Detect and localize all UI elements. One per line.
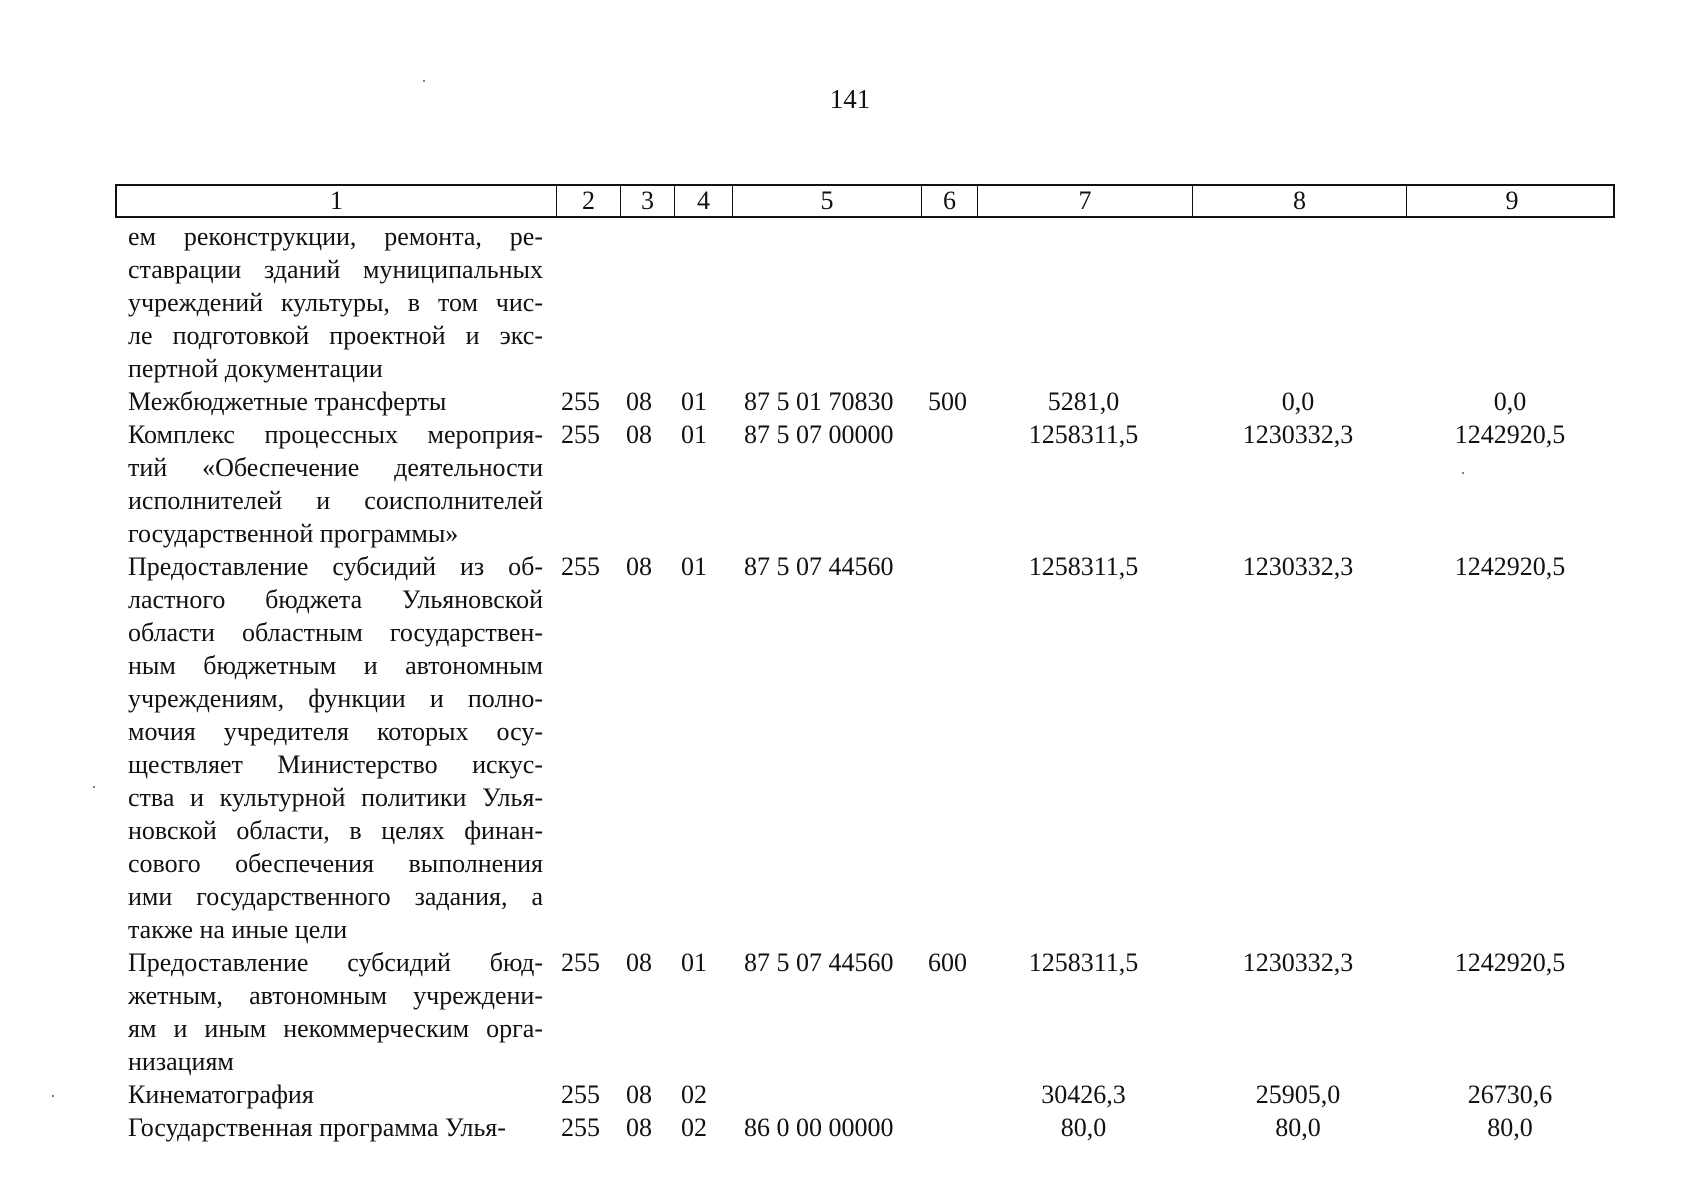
- table-row: [115, 1078, 1615, 1111]
- table-row: [115, 1111, 1615, 1144]
- row-name-line: учреждениям, функции и полно-: [128, 684, 543, 713]
- row-target-article: 87 5 01 70830: [744, 387, 894, 416]
- row-expense-type: 600: [928, 948, 967, 977]
- row-name-line: сового обеспечения выполнения: [128, 849, 543, 878]
- row-name-line: Межбюджетные трансферты: [128, 387, 447, 416]
- row-amount-year-1: 5281,0: [1047, 387, 1120, 416]
- row-section-code: 08: [626, 1080, 652, 1109]
- row-name: [115, 946, 543, 1078]
- row-name-line: ставрации зданий муниципальных: [128, 255, 543, 284]
- row-target-article: 87 5 07 00000: [744, 420, 894, 449]
- row-amount-year-3: [1405, 220, 1615, 385]
- row-amount-year-3: 0,0: [1493, 387, 1527, 416]
- row-ministry-code: 255: [561, 948, 600, 977]
- row-name-line: ими государственного задания, а: [128, 882, 543, 911]
- row-name-line: ным бюджетным и автономным: [128, 651, 543, 680]
- row-ministry-code: 255: [561, 420, 600, 449]
- page-number: 141: [829, 84, 871, 114]
- row-ministry-code: 255: [561, 387, 600, 416]
- row-target-article: 87 5 07 44560: [744, 948, 894, 977]
- header-col-2: 2: [557, 186, 621, 216]
- row-name-line: ле подготовкой проектной и экс-: [128, 321, 543, 350]
- header-col-4: 4: [675, 186, 733, 216]
- row-ministry-code: 255: [561, 1080, 600, 1109]
- row-expense-type: [920, 418, 976, 550]
- row-amount-year-1: 30426,3: [1041, 1080, 1126, 1109]
- table-body: [115, 220, 1615, 1144]
- table-row: [115, 550, 1615, 946]
- row-amount-year-1: 1258311,5: [1028, 552, 1139, 581]
- row-name-line: жетным, автономным учреждени-: [128, 981, 543, 1010]
- row-expense-type: [920, 220, 976, 385]
- row-amount-year-2: 0,0: [1281, 387, 1315, 416]
- row-ministry-code: [555, 220, 619, 385]
- row-name-line: области областным государствен-: [128, 618, 543, 647]
- row-amount-year-3: 1242920,5: [1454, 948, 1566, 977]
- row-name-line: Государственная программа Улья-: [128, 1113, 506, 1142]
- row-target-article: [731, 1078, 920, 1111]
- row-amount-year-2: 1230332,3: [1242, 948, 1354, 977]
- row-name: [115, 550, 543, 946]
- header-col-9: 9: [1505, 186, 1519, 215]
- row-amount-year-1: 80,0: [1060, 1113, 1107, 1142]
- row-amount-year-3: 26730,6: [1467, 1080, 1553, 1109]
- row-section-code: 08: [626, 948, 652, 977]
- row-ministry-code: 255: [561, 552, 600, 581]
- scan-speck: [1462, 472, 1464, 474]
- row-name-line: ластного бюджета Ульяновской: [128, 585, 543, 614]
- table-row: [115, 946, 1615, 1078]
- table-header: [115, 184, 1615, 218]
- row-amount-year-1: 1258311,5: [1028, 948, 1139, 977]
- header-col-3: 3: [621, 186, 675, 216]
- row-name-line: мочия учредителя которых осу-: [128, 717, 543, 746]
- header-col-5: 5: [733, 186, 922, 216]
- table-row: [115, 385, 1615, 418]
- row-name-line: ем реконструкции, ремонта, ре-: [128, 222, 543, 251]
- row-expense-type: [920, 550, 976, 946]
- row-subsection-code: 01: [681, 948, 707, 977]
- row-subsection-code: 02: [681, 1080, 707, 1109]
- row-name-line: Предоставление субсидий бюд-: [128, 948, 543, 977]
- row-amount-year-3: 1242920,5: [1454, 420, 1566, 449]
- row-amount-year-1: 1258311,5: [1028, 420, 1139, 449]
- row-section-code: 08: [626, 420, 652, 449]
- header-col-1: 1: [117, 186, 557, 216]
- header-col-8: 8: [1193, 186, 1407, 216]
- row-amount-year-3: 80,0: [1487, 1113, 1533, 1142]
- row-name-line: тий «Обеспечение деятельности: [128, 453, 543, 482]
- row-name: [115, 1111, 543, 1144]
- row-name-line: ства и культурной политики Улья-: [128, 783, 543, 812]
- row-name-line: новской области, в целях финан-: [128, 816, 543, 845]
- scan-speck: [423, 80, 425, 82]
- row-amount-year-2: 80,0: [1275, 1113, 1321, 1142]
- row-name-line: также на иные цели: [128, 915, 348, 944]
- row-amount-year-3: 1242920,5: [1454, 552, 1566, 581]
- row-name-line: Предоставление субсидий из об-: [128, 552, 543, 581]
- row-amount-year-1: [976, 220, 1191, 385]
- row-expense-type: [920, 1078, 976, 1111]
- row-target-article: 87 5 07 44560: [744, 552, 894, 581]
- row-name-line: Кинематография: [128, 1080, 314, 1109]
- row-ministry-code: 255: [561, 1113, 600, 1142]
- row-subsection-code: 01: [681, 387, 707, 416]
- header-col-7: 7: [978, 186, 1193, 216]
- row-subsection-code: 01: [681, 420, 707, 449]
- row-amount-year-2: 25905,0: [1255, 1080, 1341, 1109]
- row-name: [115, 418, 543, 550]
- row-section-code: 08: [626, 387, 652, 416]
- row-name: [115, 385, 543, 418]
- row-name-line: ям и иным некоммерческим орга-: [128, 1014, 543, 1043]
- row-name-line: Комплекс процессных мероприя-: [128, 420, 543, 449]
- row-target-article: 86 0 00 00000: [744, 1113, 894, 1142]
- row-name-line: учреждений культуры, в том чис-: [128, 288, 543, 317]
- row-subsection-code: [673, 220, 731, 385]
- row-expense-type: [920, 1111, 976, 1144]
- row-name-line: ществляет Министерство искус-: [128, 750, 543, 779]
- row-name-line: пертной документации: [128, 354, 383, 383]
- row-amount-year-2: 1230332,3: [1242, 420, 1354, 449]
- row-name-line: государственной программы»: [128, 519, 459, 548]
- row-name: [115, 220, 543, 385]
- row-section-code: [619, 220, 673, 385]
- scan-speck: [52, 1095, 54, 1097]
- row-amount-year-2: 1230332,3: [1242, 552, 1354, 581]
- table-row: [115, 418, 1615, 550]
- header-col-6: 6: [922, 186, 978, 216]
- row-name-line: низациям: [128, 1047, 234, 1076]
- row-name: [115, 1078, 543, 1111]
- scan-speck: [93, 786, 95, 788]
- table-row: [115, 220, 1615, 385]
- row-amount-year-2: [1191, 220, 1405, 385]
- row-name-line: исполнителей и соисполнителей: [128, 486, 543, 515]
- row-target-article: [731, 220, 920, 385]
- row-subsection-code: 02: [681, 1113, 707, 1142]
- row-expense-type: 500: [928, 387, 967, 416]
- row-section-code: 08: [626, 1113, 652, 1142]
- row-section-code: 08: [626, 552, 652, 581]
- row-subsection-code: 01: [681, 552, 707, 581]
